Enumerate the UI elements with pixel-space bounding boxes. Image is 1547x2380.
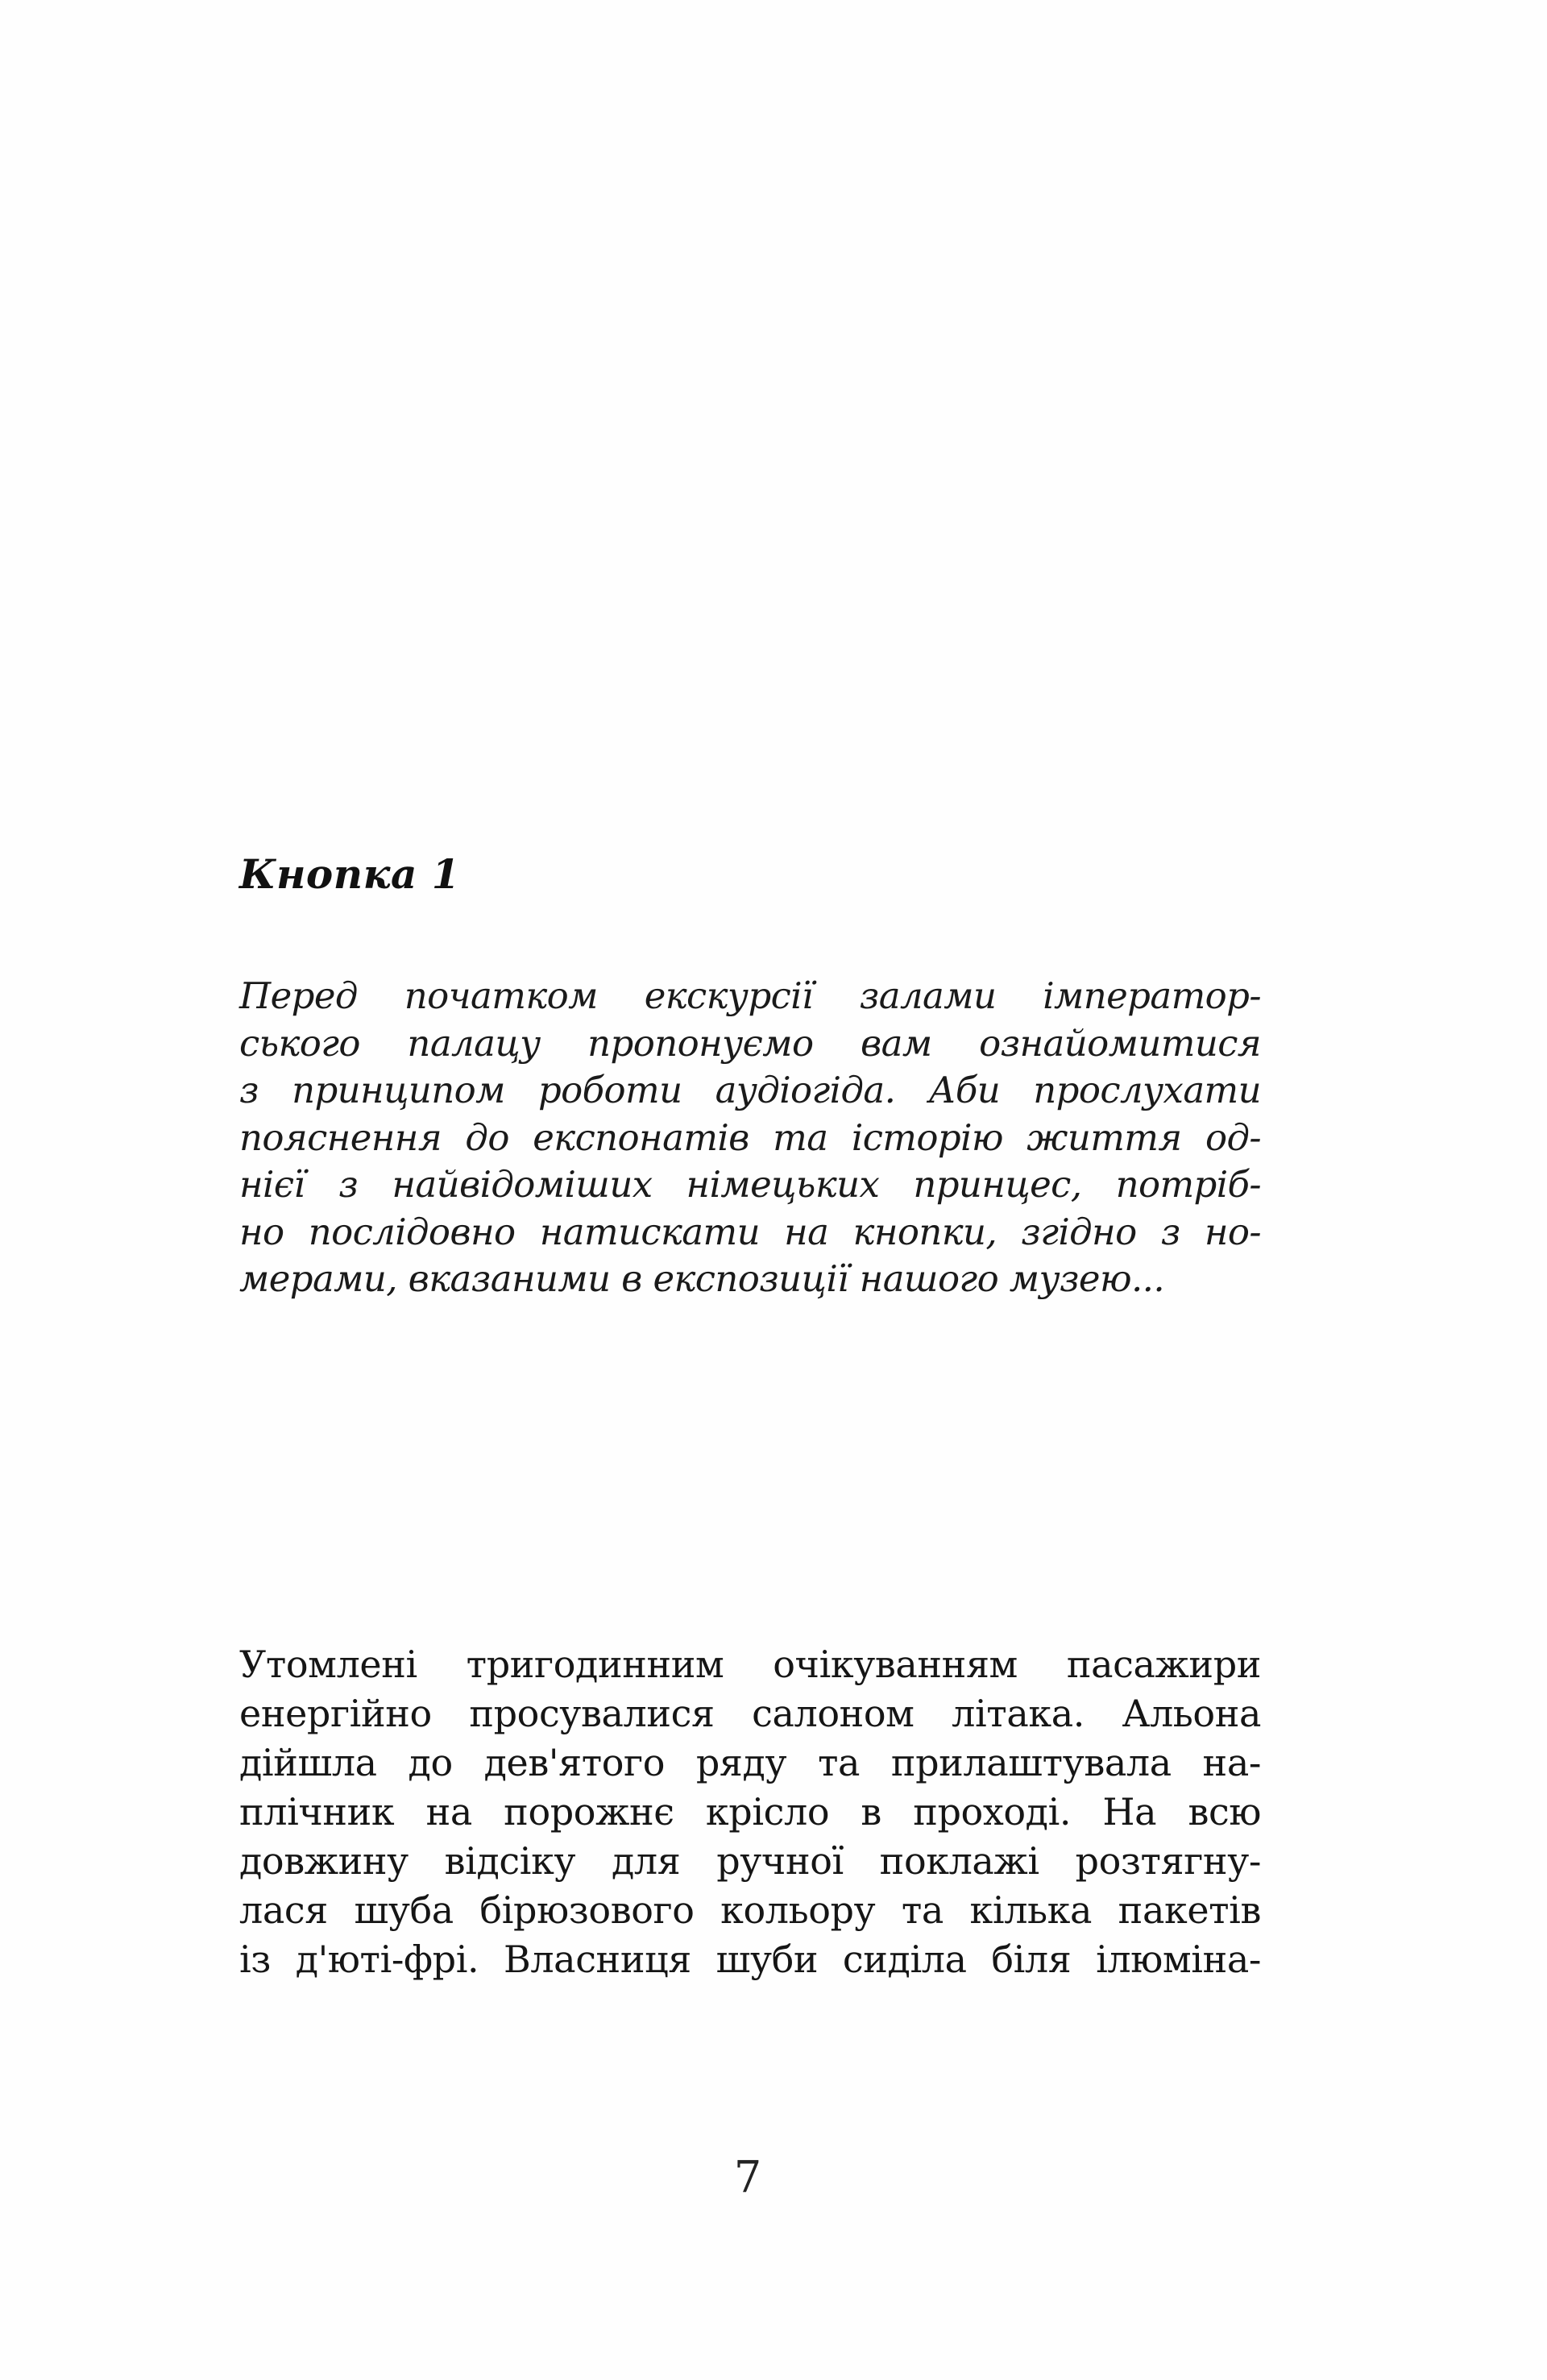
body-line: дійшла до дев'ятого ряду та прилаштувала на- <box>239 1741 1261 1784</box>
body-line: лася шуба бірюзового кольору та кілька пакетів <box>239 1888 1261 1932</box>
body-line: Утомлені тригодинним очікуванням пасажири <box>239 1643 1261 1686</box>
page-number: 7 <box>733 2152 762 2203</box>
body-line: довжину відсіку для ручної поклажі розтягну- <box>239 1839 1261 1883</box>
body-line: плічник на порожнє крісло в проході. На всю <box>239 1790 1261 1834</box>
epigraph-line: пояснення до експонатів та історію життя од- <box>239 1115 1261 1159</box>
epigraph-line: но послідовно натискати на кнопки, згідно з но- <box>239 1210 1261 1253</box>
epigraph-line: Перед початком екскурсії залами імператор- <box>239 974 1261 1017</box>
epigraph-line: мерами, вказаними в експозиції нашого музею... <box>239 1257 1165 1300</box>
body-line: із д'юті-фрі. Власниця шуби сиділа біля ілюміна- <box>239 1938 1261 1981</box>
chapter-heading: Кнопка 1 <box>239 850 461 898</box>
body-paragraph <box>239 1640 1261 1984</box>
epigraph-line: з принципом роботи аудіогіда. Аби прослухати <box>239 1069 1261 1111</box>
epigraph-italic-paragraph <box>239 973 1261 1303</box>
body-line: енергійно просувалися салоном літака. Альона <box>239 1692 1261 1735</box>
epigraph-line: нієї з найвідоміших німецьких принцес, потріб- <box>239 1163 1261 1206</box>
epigraph-line: ського палацу пропонуємо вам ознайомитися <box>239 1021 1261 1065</box>
